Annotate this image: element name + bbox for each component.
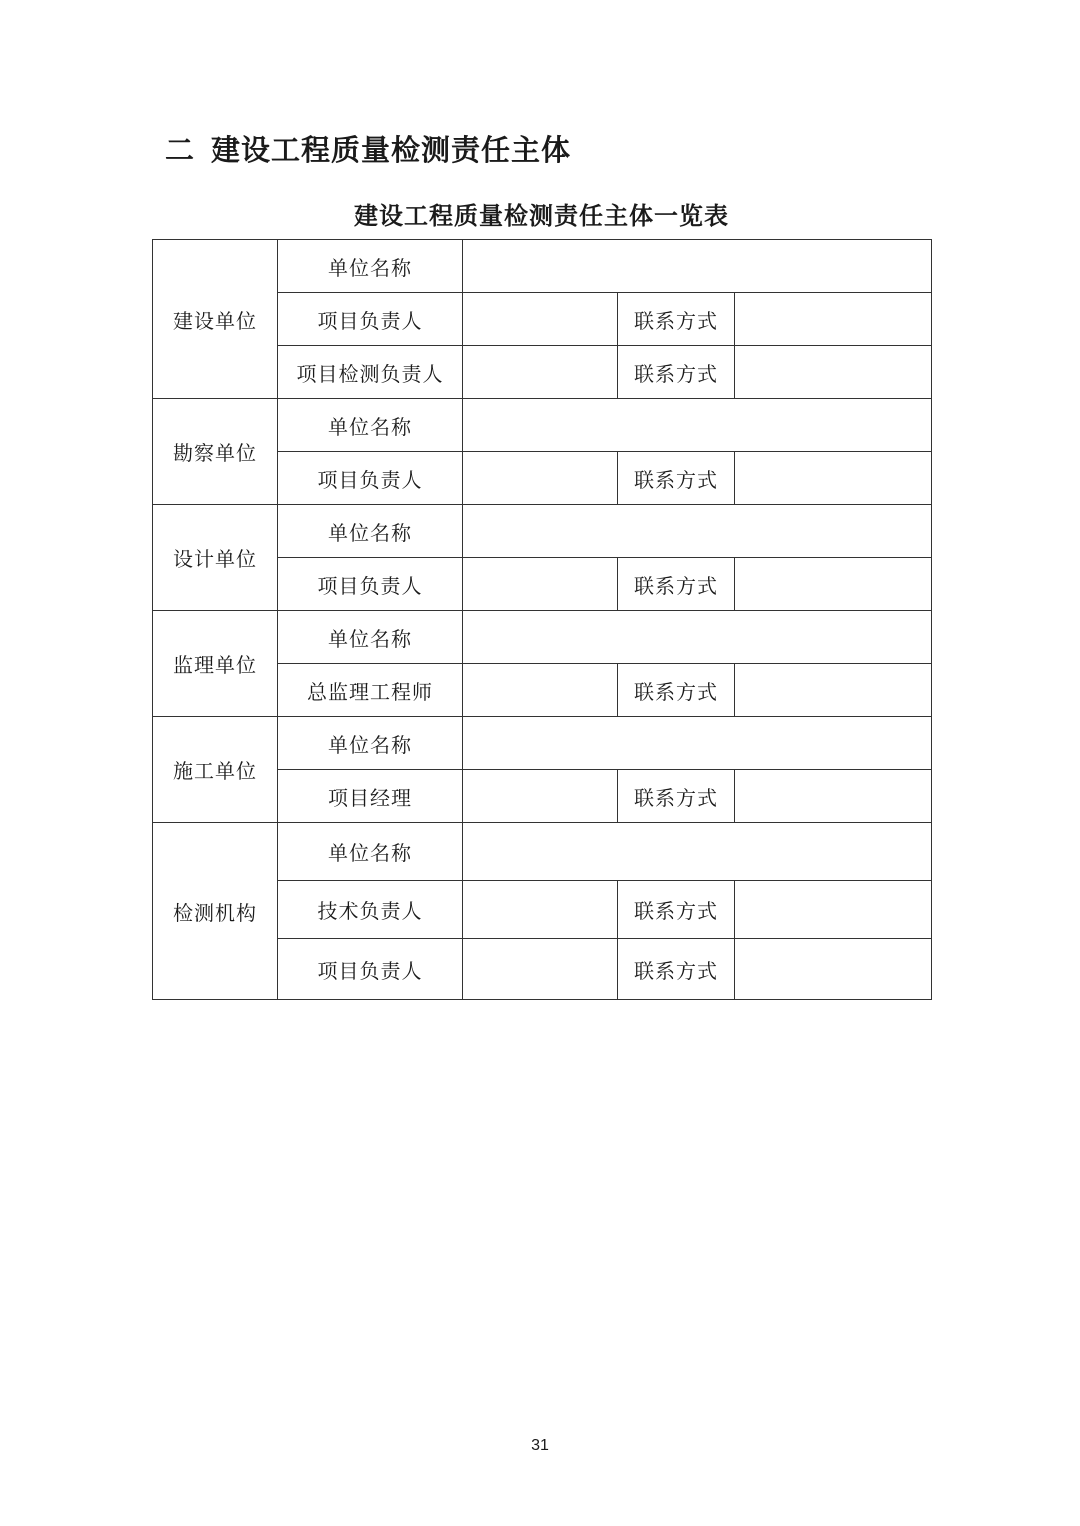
unit-cell-supervision: 监理单位 (153, 611, 278, 717)
row-label: 技术负责人 (278, 881, 463, 939)
responsibility-table (152, 239, 932, 1000)
contact-value-cell[interactable] (735, 881, 932, 939)
row-label: 单位名称 (278, 823, 463, 881)
value-cell[interactable] (463, 452, 618, 505)
row-label: 单位名称 (278, 717, 463, 770)
value-cell[interactable] (463, 346, 618, 399)
contact-label: 联系方式 (618, 664, 735, 717)
unit-cell-construction-owner: 建设单位 (153, 240, 278, 399)
value-cell[interactable] (463, 611, 932, 664)
row-label: 总监理工程师 (278, 664, 463, 717)
table-row (153, 717, 932, 770)
contact-value-cell[interactable] (735, 770, 932, 823)
page-number: 31 (531, 1437, 549, 1454)
section-number: 二 (165, 133, 196, 167)
row-label: 单位名称 (278, 611, 463, 664)
value-cell[interactable] (463, 240, 932, 293)
value-cell[interactable] (463, 939, 618, 1000)
contact-label: 联系方式 (618, 558, 735, 611)
unit-cell-design: 设计单位 (153, 505, 278, 611)
value-cell[interactable] (463, 881, 618, 939)
contact-value-cell[interactable] (735, 558, 932, 611)
unit-cell-contractor: 施工单位 (153, 717, 278, 823)
contact-value-cell[interactable] (735, 346, 932, 399)
contact-value-cell[interactable] (735, 939, 932, 1000)
value-cell[interactable] (463, 664, 618, 717)
table-row (153, 399, 932, 452)
contact-label: 联系方式 (618, 293, 735, 346)
table-row (153, 823, 932, 881)
value-cell[interactable] (463, 505, 932, 558)
contact-label: 联系方式 (618, 452, 735, 505)
table-row (153, 611, 932, 664)
row-label: 项目负责人 (278, 293, 463, 346)
row-label: 单位名称 (278, 240, 463, 293)
table-row (153, 240, 932, 293)
row-label: 项目负责人 (278, 939, 463, 1000)
contact-label: 联系方式 (618, 770, 735, 823)
section-title: 建设工程质量检测责任主体 (211, 133, 572, 167)
row-label: 项目负责人 (278, 452, 463, 505)
contact-label: 联系方式 (618, 939, 735, 1000)
table-row (153, 505, 932, 558)
contact-label: 联系方式 (618, 881, 735, 939)
row-label: 项目检测负责人 (278, 346, 463, 399)
row-label: 单位名称 (278, 399, 463, 452)
unit-cell-testing-agency: 检测机构 (153, 823, 278, 1000)
row-label: 项目经理 (278, 770, 463, 823)
table-title: 建设工程质量检测责任主体一览表 (354, 201, 729, 230)
unit-cell-survey: 勘察单位 (153, 399, 278, 505)
value-cell[interactable] (463, 558, 618, 611)
value-cell[interactable] (463, 717, 932, 770)
contact-value-cell[interactable] (735, 452, 932, 505)
value-cell[interactable] (463, 823, 932, 881)
value-cell[interactable] (463, 293, 618, 346)
contact-value-cell[interactable] (735, 664, 932, 717)
contact-value-cell[interactable] (735, 293, 932, 346)
contact-label: 联系方式 (618, 346, 735, 399)
row-label: 项目负责人 (278, 558, 463, 611)
value-cell[interactable] (463, 399, 932, 452)
value-cell[interactable] (463, 770, 618, 823)
row-label: 单位名称 (278, 505, 463, 558)
section-heading (165, 128, 571, 169)
